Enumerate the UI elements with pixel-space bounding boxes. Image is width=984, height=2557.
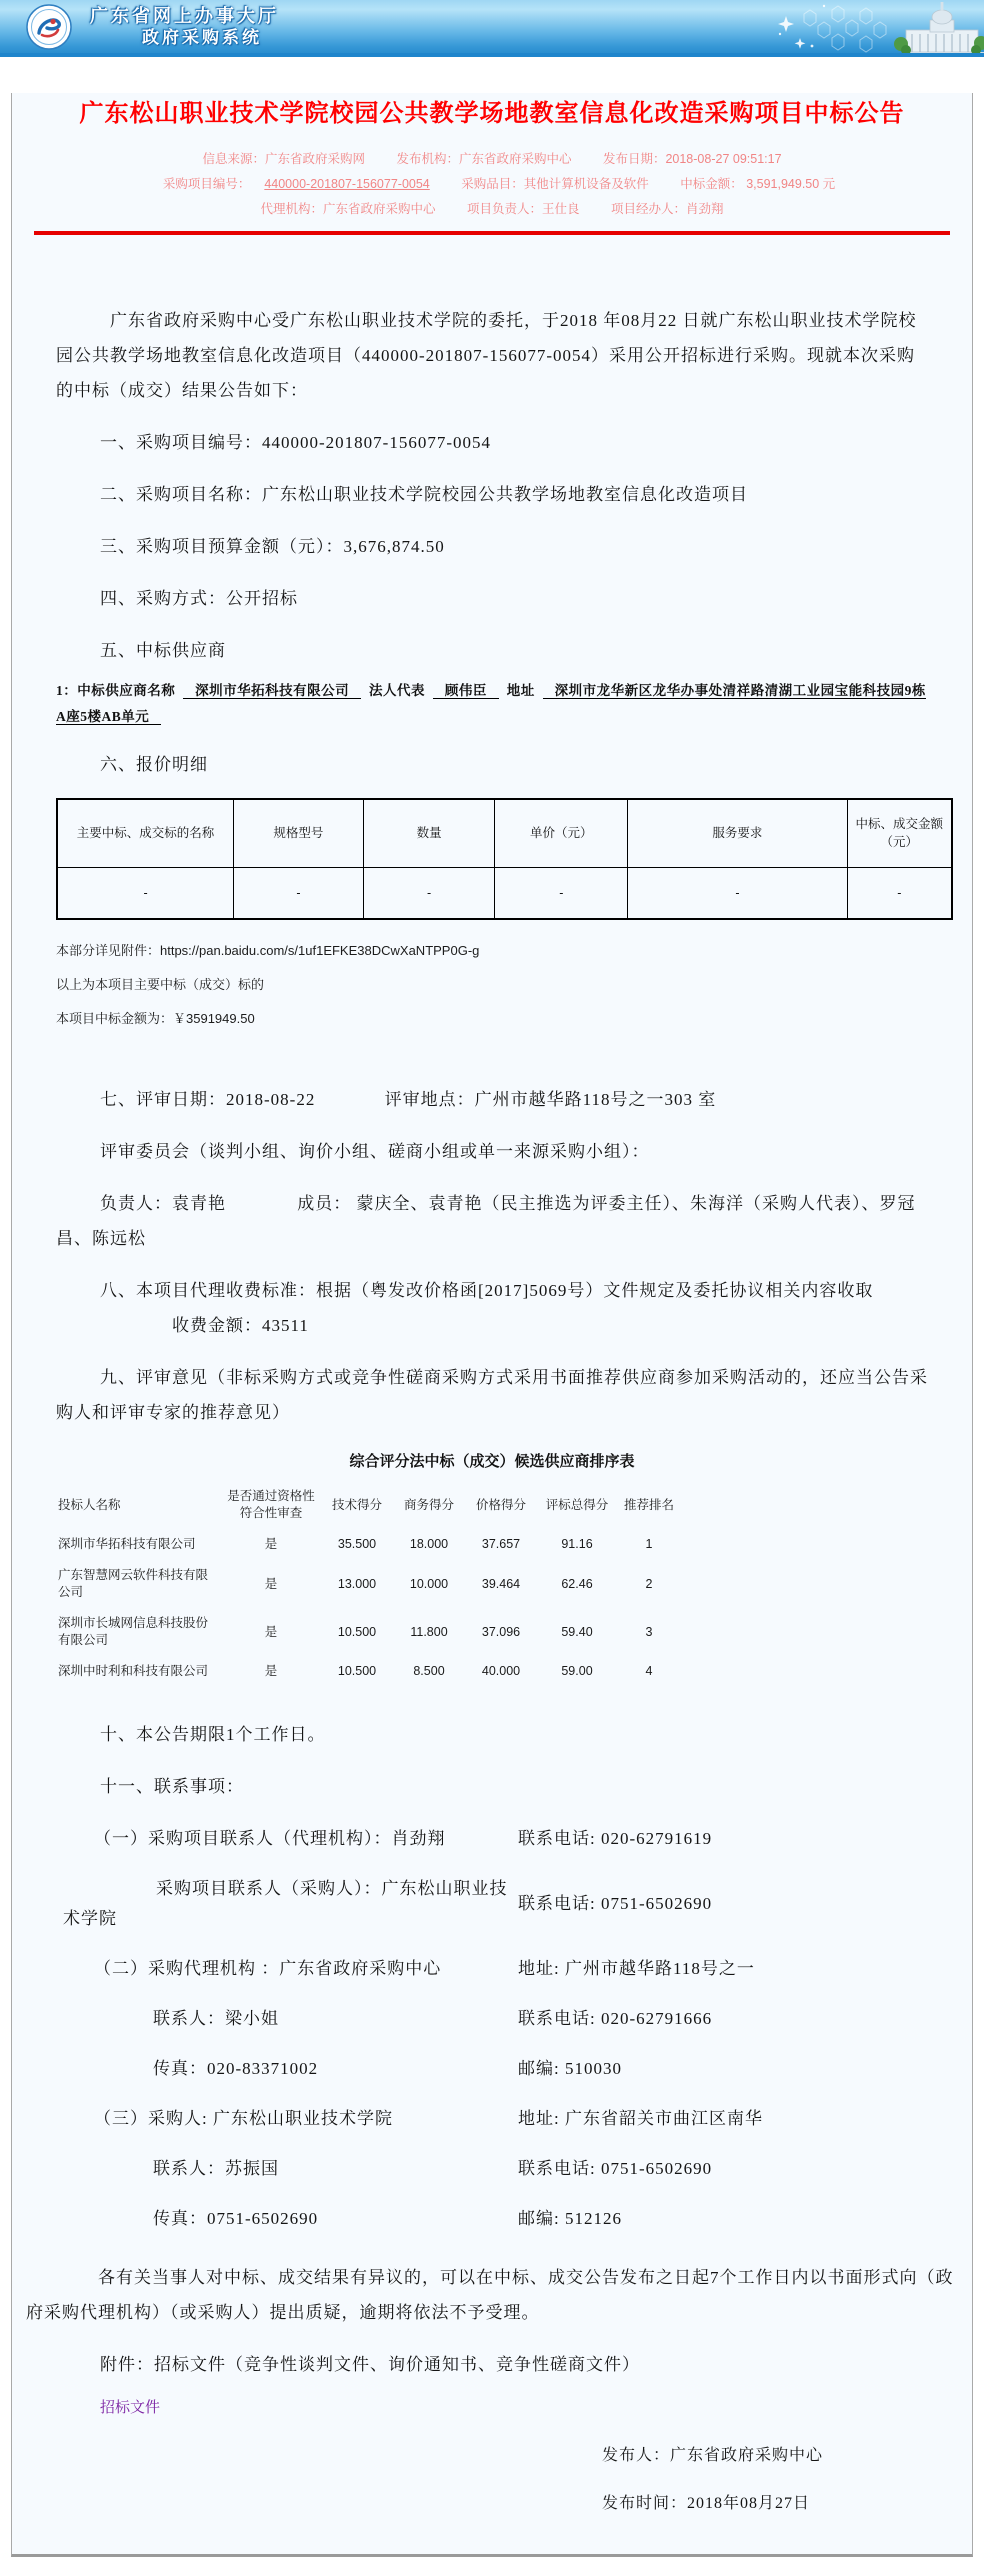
commerce-score: 8.500	[413, 1664, 445, 1678]
contact-left: （二）采购代理机构 ：广东省政府采购中心	[94, 1959, 442, 1978]
item-project-name: 二、采购项目名称：广东松山职业技术学院校园公共教学场地教室信息化改造项目	[100, 485, 748, 504]
score-row	[56, 1560, 681, 1608]
commerce-score: 18.000	[409, 1537, 449, 1551]
contact-left: （三）采购人: 广东松山职业技术学院	[94, 2109, 393, 2128]
quote-col-amount: 中标、成交金额（元）	[847, 799, 952, 867]
quote-cell: -	[628, 867, 847, 919]
price-score: 39.464	[481, 1576, 521, 1591]
score-col-price: 价格得分	[475, 1497, 526, 1512]
page-title: 广东松山职业技术学院校园公共教学场地教室信息化改造采购项目中标公告	[79, 101, 905, 127]
contact-right: 地址: 广州市越华路118号之一	[518, 1959, 755, 1978]
tender-doc-link[interactable]: 招标文件	[100, 2399, 161, 2416]
supplier-rep-label: 法人代表	[369, 683, 425, 698]
contact-right: 邮编: 512126	[518, 2209, 622, 2228]
item-contact-matters: 十一、联系事项：	[100, 1777, 244, 1796]
quote-col-name: 主要中标、成交标的名称	[57, 799, 234, 867]
bidder-name: 广东智慧网云软件科技有限公司	[58, 1568, 209, 1599]
bidder-name: 深圳市华拓科技有限公司	[58, 1537, 196, 1551]
committee-line: 评审委员会（谈判小组、询价小组、磋商小组或单一来源采购小组）：	[100, 1142, 650, 1161]
score-table-title: 综合评分法中标（成交）候选供应商排序表	[349, 1453, 635, 1470]
attachment-note: 本部分详见附件：https://pan.baidu.com/s/1uf1EFKE38DCwXaNTPP0G-g	[56, 943, 480, 958]
meta-agent: 代理机构：广东省政府采购中心	[260, 202, 436, 216]
contact-row	[26, 1954, 958, 1984]
rank: 2	[645, 1576, 653, 1591]
item-winning-supplier: 五、中标供应商	[100, 641, 226, 660]
qualified: 是	[264, 1664, 278, 1678]
score-col-rank: 推荐排名	[623, 1497, 674, 1512]
score-col-total: 评标总得分	[545, 1497, 609, 1512]
review-date: 七、评审日期：2018-08-22	[100, 1090, 316, 1109]
above-note: 以上为本项目主要中标（成交）标的	[56, 977, 265, 992]
contact-row	[26, 2154, 958, 2184]
meta-source: 信息来源：广东省政府采购网	[202, 152, 365, 166]
contact-row	[26, 2054, 958, 2084]
contact-row	[26, 2104, 958, 2134]
score-header-row	[56, 1481, 681, 1529]
commerce-score: 10.000	[409, 1576, 449, 1591]
rank: 1	[645, 1537, 653, 1551]
price-score: 40.000	[481, 1664, 521, 1678]
committee-member-list: 成员： 蒙庆全、袁青艳（民主推选为评委主任）、朱海洋（采购人代表）、罗冠昌、陈远松	[56, 1194, 916, 1248]
publisher-line: 发布人：广东省政府采购中心	[602, 2447, 824, 2464]
meta-project-no-label: 采购项目编号：	[162, 177, 251, 191]
top-banner	[0, 0, 984, 57]
quote-cell: -	[363, 867, 495, 919]
supplier-prefix: 1：中标供应商名称	[56, 683, 176, 698]
committee-members-line	[56, 1186, 928, 1256]
meta-line-1	[26, 150, 958, 168]
score-row	[56, 1529, 681, 1560]
quote-cell: -	[847, 867, 952, 919]
score-col-tech: 技术得分	[331, 1497, 382, 1512]
quote-data-row	[57, 867, 952, 919]
supplier-addr-label: 地址	[506, 683, 535, 698]
commerce-score: 11.800	[410, 1624, 448, 1639]
government-building	[894, 2, 984, 57]
site-logo	[26, 4, 279, 50]
supplier-name: 深圳市华拓科技有限公司	[183, 683, 361, 699]
quote-col-unit-price: 单价（元）	[495, 799, 628, 867]
item-project-no: 一、采购项目编号：440000-201807-156077-0054	[100, 433, 491, 452]
qualified: 是	[264, 1576, 278, 1591]
total-score: 91.16	[561, 1537, 593, 1551]
contact-row	[26, 1874, 958, 1934]
building-illustration	[654, 0, 984, 57]
score-table	[56, 1481, 681, 1687]
banner-title-line1: 广东省网上办事大厅	[90, 6, 279, 26]
score-col-qualified: 是否通过资格性符合性审查	[227, 1489, 315, 1520]
double-red-divider	[34, 231, 950, 235]
supplier-addr: 深圳市龙华新区龙华办事处清祥路清湖工业园宝能科技园9栋A座5楼AB单元	[56, 683, 926, 724]
contact-right: 邮编: 510030	[518, 2059, 622, 2078]
quote-cell: -	[234, 867, 364, 919]
score-row	[56, 1608, 681, 1656]
quote-cell: -	[495, 867, 628, 919]
contact-left: 采购项目联系人（采购人）：广东松山职业技术学院	[63, 1879, 508, 1928]
contact-row	[26, 2004, 958, 2034]
bidder-name: 深圳中时利和科技有限公司	[58, 1664, 209, 1678]
closing-paragraph: 各有关当事人对中标、成交结果有异议的，可以在中标、成交公告发布之日起7个工作日内以书面形式向（政府采购代理机构）（或采购人）提出质疑，逾期将依法不予受理。	[26, 2268, 954, 2322]
contact-left: （一）采购项目联系人（代理机构）：肖劲翔	[94, 1829, 446, 1848]
intro-paragraph: 广东省政府采购中心受广东松山职业技术学院的委托，于2018 年08月22 日就广东松山职业技术学院校园公共教学场地教室信息化改造项目（440000-201807-156077-0054）采用公开招标进行采购。现就本次采购的中标（成交）结果公告如下：	[56, 311, 917, 400]
supplier-line	[56, 678, 928, 730]
project-no-link[interactable]: 440000-201807-156077-0054	[264, 177, 430, 191]
item-agency-fee-amount: 收费金额：43511	[172, 1316, 309, 1335]
meta-award-amount: 中标金额： 3,591,949.50 元	[680, 177, 836, 191]
total-score: 59.40	[561, 1624, 593, 1639]
contact-left: 联系人：苏振国	[153, 2159, 279, 2178]
publish-time-line: 发布时间：2018年08月27日	[602, 2495, 811, 2512]
tech-score: 10.500	[337, 1624, 377, 1639]
meta-project-handler: 项目经办人：肖劲翔	[610, 202, 724, 216]
contact-row	[26, 2204, 958, 2234]
rank: 4	[645, 1664, 653, 1678]
contact-left: 传真：020-83371002	[153, 2059, 319, 2078]
hex-pattern-decor	[804, 6, 886, 52]
tech-score: 35.500	[337, 1537, 377, 1551]
item-review	[56, 1082, 928, 1117]
quote-header-row	[57, 799, 952, 867]
contact-right: 地址: 广东省韶关市曲江区南华	[518, 2109, 763, 2128]
review-place: 评审地点：广州市越华路118号之一303 室	[384, 1090, 717, 1109]
announcement-container	[11, 93, 973, 2557]
gdgov-logo-icon	[26, 4, 72, 50]
quote-col-service: 服务要求	[628, 799, 847, 867]
item-review-opinion: 九、评审意见（非标采购方式或竞争性磋商采购方式采用书面推荐供应商参加采购活动的，还应当公告采购人和评审专家的推荐意见）	[56, 1368, 928, 1422]
qualified: 是	[264, 1537, 278, 1551]
meta-project-no	[149, 177, 430, 191]
meta-line-3	[26, 200, 958, 218]
contact-row	[26, 1824, 958, 1854]
attachment-line: 附件：招标文件（竞争性谈判文件、询价通知书、竞争性磋商文件）	[100, 2355, 640, 2374]
item-budget: 三、采购项目预算金额（元）：3,676,874.50	[100, 537, 445, 556]
banner-title-line2: 政府采购系统	[142, 28, 262, 47]
quote-col-qty: 数量	[363, 799, 495, 867]
amount-note: 本项目中标金额为：￥3591949.50	[56, 1011, 255, 1026]
contact-section	[26, 1824, 958, 2234]
price-score: 37.657	[481, 1537, 521, 1551]
contact-left: 联系人：梁小姐	[153, 2009, 279, 2028]
contact-right: 联系电话: 020-62791666	[518, 2009, 713, 2028]
contact-right: 联系电话: 0751-6502690	[518, 1894, 713, 1913]
rank: 3	[645, 1624, 653, 1639]
meta-project-leader: 项目负责人：王仕良	[466, 202, 580, 216]
score-row	[56, 1656, 681, 1687]
quote-table	[56, 798, 953, 920]
price-score: 37.096	[481, 1624, 521, 1639]
contact-right: 联系电话: 0751-6502690	[518, 2159, 713, 2178]
tech-score: 13.000	[337, 1576, 377, 1591]
meta-publish-date: 发布日期：2018-08-27 09:51:17	[602, 152, 782, 166]
quote-cell: -	[57, 867, 234, 919]
attachment-link-row	[56, 2394, 928, 2422]
item-method: 四、采购方式：公开招标	[100, 589, 298, 608]
score-col-commerce: 商务得分	[403, 1497, 454, 1512]
qualified: 是	[264, 1624, 278, 1639]
supplier-rep: 顾伟臣	[433, 683, 499, 699]
quote-col-model: 规格型号	[234, 799, 364, 867]
item-quote-detail: 六、报价明细	[100, 755, 208, 774]
committee-leader: 负责人：袁青艳	[100, 1194, 226, 1213]
item-notice-period: 十、本公告期限1个工作日。	[100, 1725, 326, 1744]
item-agency-fee: 八、本项目代理收费标准：根据（粤发改价格函[2017]5069号）文件规定及委托协议相关内容收取	[100, 1281, 874, 1300]
contact-left: 传真：0751-6502690	[153, 2209, 319, 2228]
contact-right: 联系电话: 020-62791619	[518, 1829, 713, 1848]
meta-category: 采购品目：其他计算机设备及软件	[461, 177, 649, 191]
bidder-name: 深圳市长城网信息科技股份有限公司	[58, 1616, 209, 1647]
total-score: 62.46	[561, 1576, 593, 1591]
total-score: 59.00	[561, 1664, 593, 1678]
meta-line-2	[26, 175, 958, 193]
meta-publish-agency: 发布机构：广东省政府采购中心	[396, 152, 572, 166]
tech-score: 10.500	[337, 1664, 377, 1678]
score-col-bidder: 投标人名称	[58, 1497, 121, 1512]
